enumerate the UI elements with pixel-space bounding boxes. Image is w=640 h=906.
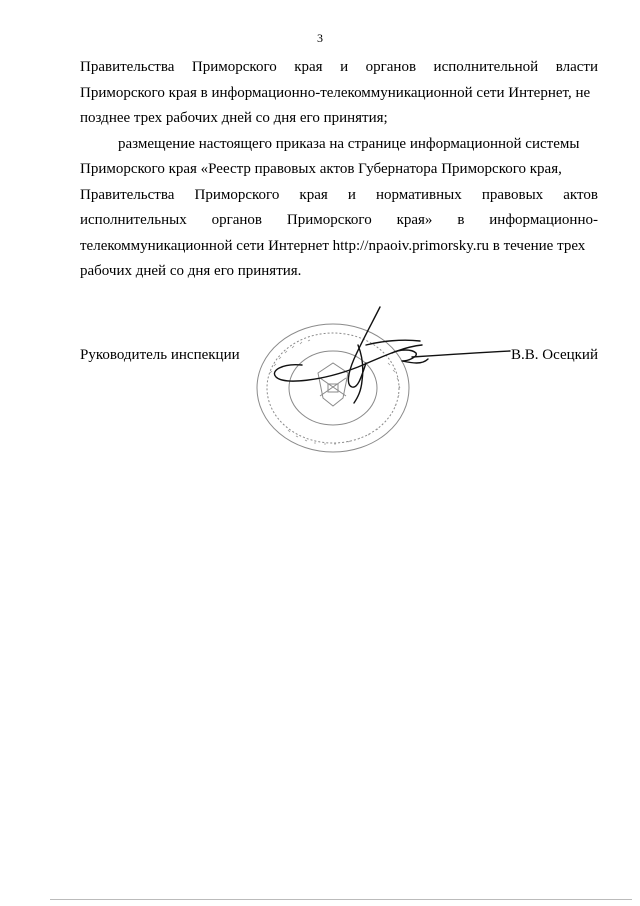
word: и	[347, 186, 356, 203]
word: Правительства	[80, 59, 175, 75]
word: информационно-	[489, 212, 598, 228]
paragraph-2-line-2: Приморского края «Реестр правовых актов Губернатора Приморского края,	[80, 161, 562, 177]
paragraph-1-line-1	[80, 55, 598, 81]
word: исполнительной	[433, 59, 539, 75]
paragraph-1-line-2: Приморского края в информационно-телекоммуникационной сети Интернет, не	[80, 84, 591, 101]
word: органов	[365, 59, 417, 75]
word: власти	[555, 59, 598, 75]
paragraph-2-line-6: рабочих дней со дня его принятия.	[80, 263, 302, 279]
word: и	[340, 59, 349, 75]
word: Приморского	[194, 186, 280, 203]
page-bottom-edge	[50, 899, 632, 900]
word: в	[457, 212, 465, 228]
paragraph-2-line-4	[80, 208, 598, 234]
paragraph-2-line-1: размещение настоящего приказа на странице информационной системы	[118, 135, 580, 152]
signer-name: В.В. Осецкий	[511, 347, 598, 363]
document-body	[80, 55, 598, 285]
paragraph-1-line-3: позднее трех рабочих дней со дня его принятия;	[80, 110, 388, 126]
word: правовых	[481, 186, 544, 203]
word: Приморского	[191, 59, 277, 75]
handwritten-signature-icon	[262, 305, 512, 415]
word: нормативных	[376, 186, 462, 203]
signer-position-label: Руководитель инспекции	[80, 347, 240, 363]
word: органов	[211, 212, 262, 228]
word: Приморского	[286, 212, 372, 228]
word: Правительства	[80, 186, 175, 203]
word: актов	[563, 186, 598, 203]
word: края	[299, 186, 328, 203]
word: края»	[396, 212, 433, 228]
word: края	[294, 59, 323, 75]
word: исполнительных	[80, 212, 187, 228]
page-number: 3	[317, 31, 323, 45]
paragraph-2-line-3	[80, 183, 598, 209]
paragraph-2-line-5: телекоммуникационной сети Интернет http://npaoiv.primorsky.ru в течение трех	[80, 237, 586, 254]
